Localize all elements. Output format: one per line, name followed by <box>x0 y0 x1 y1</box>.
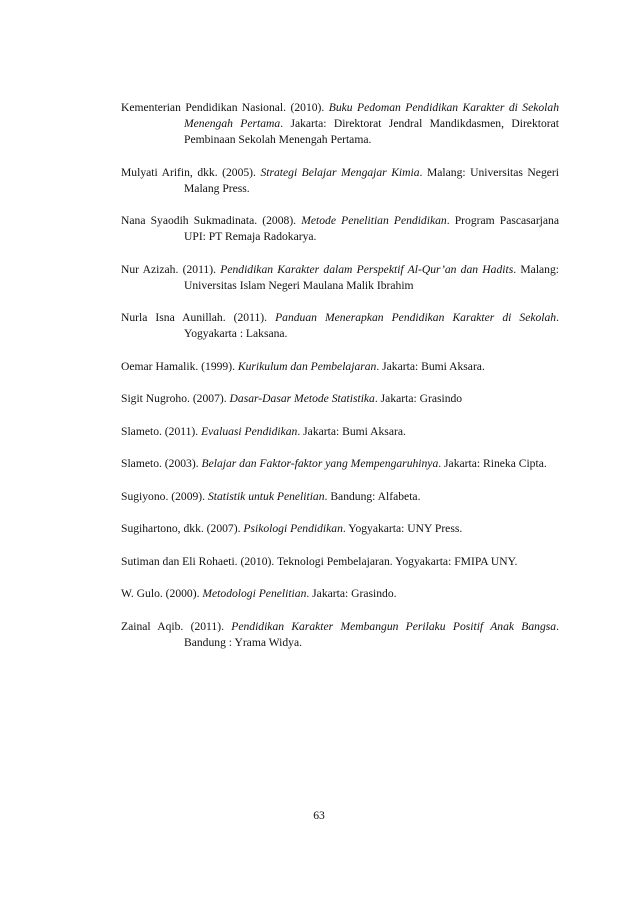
reference-title: Buku Pedoman Pendidikan Karakter di Sekolah Menengah Pertama <box>184 101 560 130</box>
reference-list <box>121 100 559 667</box>
reference-title: Kurikulum dan Pembelajaran <box>237 359 377 373</box>
reference-title: Pendidikan Karakter dalam Perspektif Al-Qur’an dan Hadits <box>220 262 514 276</box>
reference-entry: Nana Syaodih Sukmadinata. (2008). Metode Penelitian Pendidikan. Program Pascasarjana UPI: PT Remaja Radokarya. <box>121 214 559 243</box>
reference-entry: Slameto. (2011). Evaluasi Pendidikan. Jakarta: Bumi Aksara. <box>121 424 406 438</box>
reference-entry: Zainal Aqib. (2011). Pendidikan Karakter Membangun Perilaku Positif Anak Bangsa. Bandung : Yrama Widya. <box>121 619 559 649</box>
reference-entry: Mulyati Arifin, dkk. (2005). Strategi Belajar Mengajar Kimia. Malang: Universitas Negeri Malang Press. <box>121 165 559 195</box>
reference-entry: Nurla Isna Aunillah. (2011). Panduan Menerapkan Pendidikan Karakter di Sekolah. Yogyakarta : Laksana. <box>121 311 559 340</box>
reference-entry: Sugihartono, dkk. (2007). Psikologi Pendidikan. Yogyakarta: UNY Press. <box>121 522 463 535</box>
reference-entry: Nur Azizah. (2011). Pendidikan Karakter dalam Perspektif Al-Qur’an dan Hadits. Malang: Universitas Islam Negeri Maulana Malik Ibrahim <box>121 262 560 292</box>
reference-title: Metodologi Penelitian <box>202 587 307 600</box>
reference-title: Metode Penelitian Pendidikan <box>301 214 447 227</box>
page-number: 63 <box>313 809 325 822</box>
reference-entry: Sugiyono. (2009). Statistik untuk Penelitian. Bandung: Alfabeta. <box>121 489 421 503</box>
reference-entry: Slameto. (2003). Belajar dan Faktor-faktor yang Mempengaruhinya. Jakarta: Rineka Cipta. <box>121 457 547 470</box>
reference-entry: W. Gulo. (2000). Metodologi Penelitian. Jakarta: Grasindo. <box>121 587 397 600</box>
reference-title: Dasar-Dasar Metode Statistika <box>229 392 375 405</box>
reference-entry: Sigit Nugroho. (2007). Dasar-Dasar Metode Statistika. Jakarta: Grasindo <box>121 392 463 405</box>
reference-title: Belajar dan Faktor-faktor yang Mempengaruhinya <box>201 457 439 470</box>
reference-title: Statistik untuk Penelitian <box>207 489 325 503</box>
reference-title: Evaluasi Pendidikan <box>201 424 298 438</box>
reference-entry: Sutiman dan Eli Rohaeti. (2010). Teknologi Pembelajaran. Yogyakarta: FMIPA UNY. <box>121 554 518 568</box>
reference-entry: Oemar Hamalik. (1999). Kurikulum dan Pembelajaran. Jakarta: Bumi Aksara. <box>121 359 485 373</box>
reference-entry: Kementerian Pendidikan Nasional. (2010). Buku Pedoman Pendidikan Karakter di Sekolah Menengah Pertama. Jakarta: Direktorat Jendral Mandikdasmen, Direktorat Pembinaan Sekolah Menengah Pertama. <box>121 101 560 146</box>
reference-title: Pendidikan Karakter Membangun Perilaku Positif Anak Bangsa <box>231 619 557 633</box>
reference-title: Psikologi Pendidikan <box>243 522 343 535</box>
reference-title: Panduan Menerapkan Pendidikan Karakter di Sekolah <box>275 311 557 324</box>
reference-title: Strategi Belajar Mengajar Kimia <box>260 165 420 179</box>
